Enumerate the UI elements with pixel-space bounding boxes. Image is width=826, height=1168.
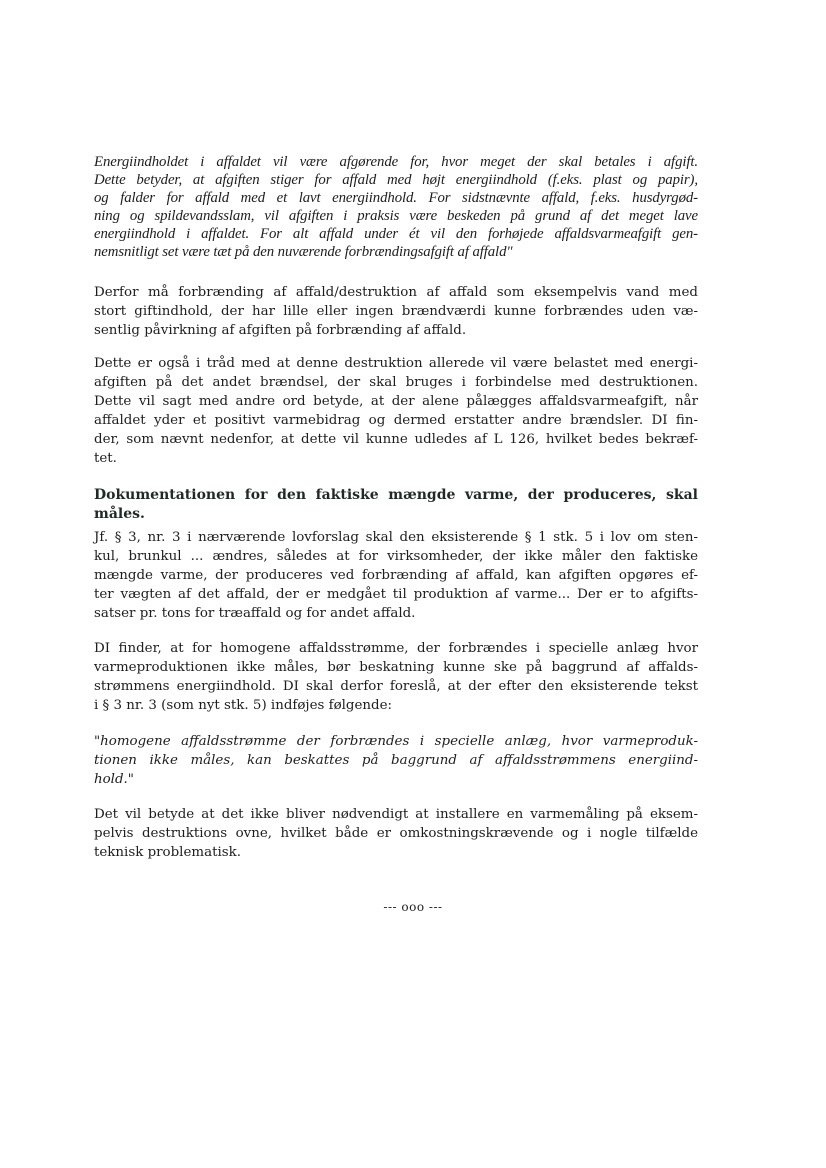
quote-line: "homogene affaldsstrømme der forbrændes i specielle anlæg, hvor varmeproduk- <box>94 734 698 749</box>
paragraph-line: i § 3 nr. 3 (som nyt stk. 5) indføjes følgende: <box>94 697 393 713</box>
paragraph-line: Derfor må forbrænding af affald/destruktion af affald som eksempelvis vand med <box>94 285 698 300</box>
intro-quote-line: nemsnitligt set være tæt på den nuværende forbrændingsafgift af affald" <box>94 244 513 261</box>
paragraph-line: stort giftindhold, der har lille eller ingen brændværdi kunne forbrændes uden væ- <box>94 303 698 319</box>
intro-quote-line: og falder for affald med et lavt energiindhold. For sidstnævnte affald, f.eks. husdyrgød- <box>94 190 698 207</box>
paragraph-line: kul, brunkul ... ændres, således at for virksomheder, der ikke måler den faktiske <box>94 548 698 564</box>
paragraph-line: DI finder, at for homogene affaldsstrømme, der forbrændes i specielle anlæg hvor <box>94 641 698 656</box>
paragraph-line: Dette vil sagt med andre ord betyde, at der alene pålægges affaldsvarmeafgift, når <box>94 393 698 409</box>
paragraph-5 <box>94 806 698 863</box>
paragraph-line: ter vægten af det affald, der er medgået til produktion af varme... Der er to afgifts- <box>94 586 698 602</box>
paragraph-1 <box>94 284 698 341</box>
paragraph-line: Jf. § 3, nr. 3 i nærværende lovforslag skal den eksisterende § 1 stk. 5 i lov om sten- <box>94 530 698 545</box>
paragraph-line: Det vil betyde at det ikke bliver nødvendigt at installere en varmemåling på eksem- <box>94 807 698 822</box>
paragraph-line: satser pr. tons for træaffald og for andet affald. <box>94 605 416 621</box>
paragraph-line: varmeproduktionen ikke måles, bør beskatning kunne ske på baggrund af affalds- <box>94 659 698 675</box>
proposal-quote <box>94 733 698 790</box>
intro-quote-line: Energiindholdet i affaldet vil være afgørende for, hvor meget der skal betales i afgift. <box>94 154 698 170</box>
paragraph-2 <box>94 355 698 468</box>
paragraph-line: teknisk problematisk. <box>94 844 241 860</box>
paragraph-line: sentlig påvirkning af afgiften på forbrænding af affald. <box>94 322 467 338</box>
paragraph-line: mængde varme, der produceres ved forbrænding af affald, kan afgiften opgøres ef- <box>94 567 698 583</box>
paragraph-line: tet. <box>94 450 117 466</box>
paragraph-line: afgiften på det andet brændsel, der skal bruges i forbindelse med destruktionen. <box>94 374 698 390</box>
paragraph-line: der, som nævnt nedenfor, at dette vil kunne udledes af L 126, hvilket bedes bekræf- <box>94 431 698 447</box>
heading-line: Dokumentationen for den faktiske mængde varme, der produceres, skal <box>94 487 698 503</box>
intro-quote <box>94 153 698 262</box>
quote-line: tionen ikke måles, kan beskattes på baggrund af affaldsstrømmens energiind- <box>94 752 698 768</box>
end-mark: --- ooo --- <box>383 900 443 914</box>
paragraph-4 <box>94 640 698 716</box>
paragraph-line: Dette er også i tråd med at denne destruktion allerede vil være belastet med energi- <box>94 356 698 371</box>
paragraph-line: strømmens energiindhold. DI skal derfor foreslå, at der efter den eksisterende tekst <box>94 678 698 694</box>
paragraph-line: pelvis destruktions ovne, hvilket både er omkostningskrævende og i nogle tilfælde <box>94 825 698 841</box>
intro-quote-line: energiindhold i affaldet. For alt affald under ét vil den forhøjede affaldsvarmeafgift gen- <box>94 226 698 243</box>
section-heading <box>94 486 698 524</box>
heading-line: måles. <box>94 506 145 522</box>
intro-quote-line: Dette betyder, at afgiften stiger for affald med højt energiindhold (f.eks. plast og papir), <box>94 172 698 189</box>
intro-quote-line: ning og spildevandsslam, vil afgiften i praksis være beskeden på grund af det meget lave <box>94 208 698 225</box>
paragraph-line: affaldet yder et positivt varmebidrag og dermed erstatter andre brændsler. DI fin- <box>94 412 698 428</box>
quote-line: hold." <box>94 771 134 787</box>
paragraph-3 <box>94 529 698 624</box>
